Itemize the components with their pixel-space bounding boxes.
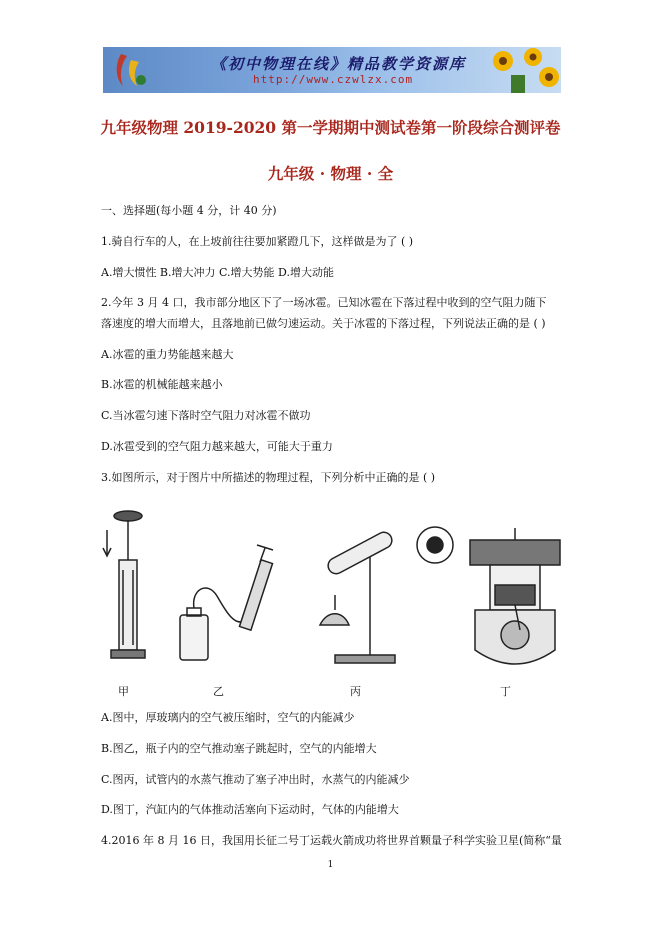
section-heading: 一、选择题(每小题 4 分，计 40 分) bbox=[101, 204, 277, 217]
figure-ding-engine bbox=[470, 528, 560, 664]
q3-option-a: A.图中，厚玻璃内的空气被压缩时，空气的内能减少 bbox=[101, 711, 355, 724]
q2-stem-line1: 2.今年 3 月 4 口，我市部分地区下了一场冰雹。已知冰雹在下落过程中收到的空气阻力随下 bbox=[101, 296, 547, 309]
caption-yi: 乙 bbox=[213, 685, 224, 698]
figure-bing-test-tube bbox=[320, 527, 453, 663]
q1-stem: 1.骑自行车的人，在上坡前往往要加紧蹬几下，这样做是为了 ( ) bbox=[101, 235, 414, 248]
page-number: 1 bbox=[327, 860, 334, 870]
banner-title: 《初中物理在线》精品教学资源库 bbox=[211, 55, 467, 73]
sunflower-icon bbox=[481, 47, 561, 93]
q4-stem: 4.2016 年 8 月 16 日，我国用长征二号丁运载火箭成功将世界首颗量子科学实验卫星(简称“量 bbox=[101, 834, 562, 847]
q2-option-c: C.当冰雹匀速下落时空气阻力对冰雹不做功 bbox=[101, 409, 311, 422]
q3-figures bbox=[95, 500, 565, 700]
site-logo-icon bbox=[109, 50, 149, 90]
caption-bing: 丙 bbox=[350, 685, 361, 698]
q2-option-d: D.冰雹受到的空气阻力越来越大，可能大于重力 bbox=[101, 440, 333, 453]
caption-ding: 丁 bbox=[500, 685, 511, 698]
caption-jia: 甲 bbox=[118, 685, 129, 698]
header-banner bbox=[103, 47, 561, 93]
q3-option-d: D.图丁，汽缸内的气体推动活塞向下运动时，气体的内能增大 bbox=[101, 803, 399, 816]
q3-option-c: C.图丙，试管内的水蒸气推动了塞子冲出时，水蒸气的内能减少 bbox=[101, 773, 410, 786]
q2-option-a: A.冰雹的重力势能越来越大 bbox=[101, 348, 234, 361]
figure-yi-bottle-pump bbox=[180, 545, 273, 660]
q2-option-b: B.冰雹的机械能越来越小 bbox=[101, 378, 223, 391]
q3-option-b: B.图乙，瓶子内的空气推动塞子跳起时，空气的内能增大 bbox=[101, 742, 377, 755]
q2-stem-line2: 落速度的增大而增大，且落地前已做匀速运动。关于冰雹的下落过程，下列说法正确的是 ( ) bbox=[101, 317, 546, 330]
figure-jia-compression-cylinder bbox=[103, 511, 145, 658]
document-subtitle: 九年级 · 物理 · 全 bbox=[267, 164, 394, 183]
q3-stem: 3.如图所示，对于图片中所描述的物理过程，下列分析中正确的是 ( ) bbox=[101, 471, 436, 484]
document-title: 九年级物理 2019-2020 第一学期期中测试卷第一阶段综合测评卷 bbox=[100, 118, 561, 137]
q1-options: A.增大惯性 B.增大冲力 C.增大势能 D.增大动能 bbox=[101, 266, 334, 279]
banner-url[interactable]: http://www.czwlzx.com bbox=[253, 73, 414, 86]
